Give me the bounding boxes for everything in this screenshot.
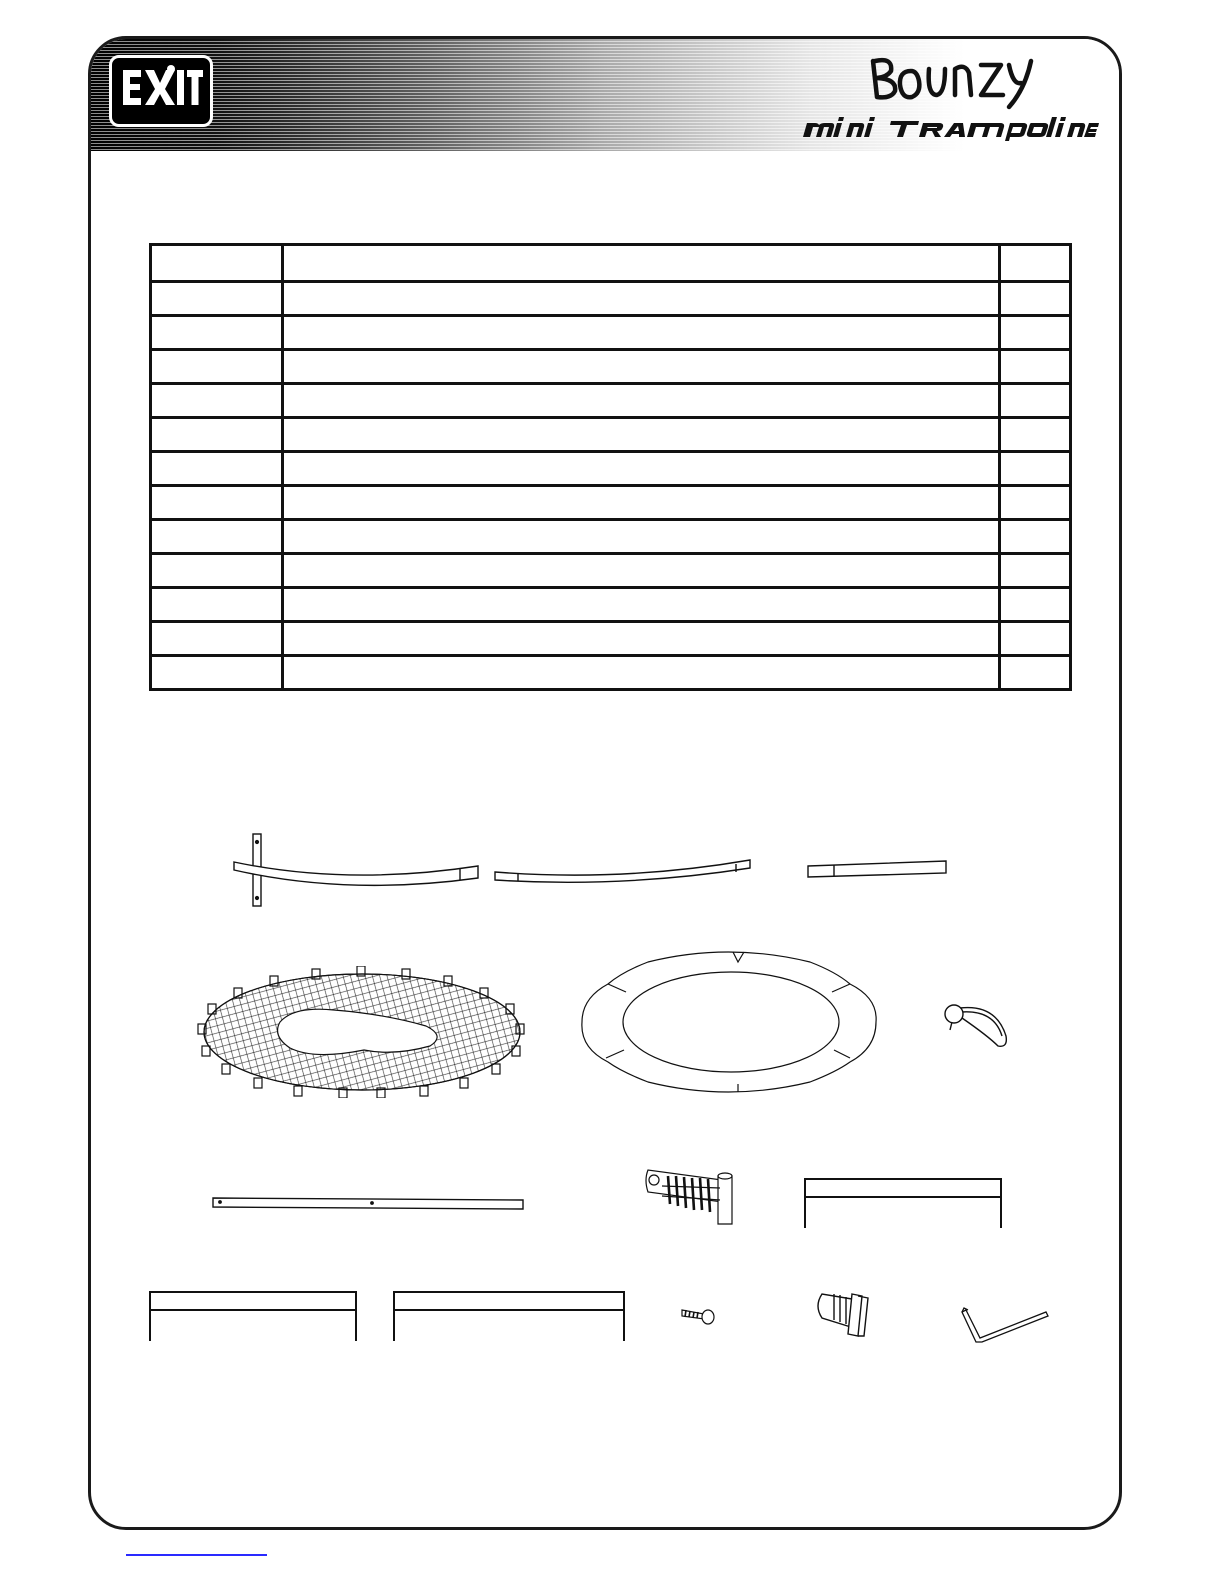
table-row: [151, 486, 1071, 520]
support-bar-icon: [210, 1192, 528, 1212]
table-row: [151, 554, 1071, 588]
part-label-box: [393, 1291, 625, 1341]
product-subtitle: [801, 115, 1101, 146]
table-row: [151, 350, 1071, 384]
curved-frame-tube-icon: [492, 856, 754, 884]
short-tube-icon: [804, 856, 950, 882]
parts-table: [149, 243, 1072, 691]
safety-pad-icon: [578, 948, 880, 1098]
table-row: [151, 418, 1071, 452]
table-header-row: [151, 245, 1071, 282]
jumping-mat-icon: [194, 966, 530, 1098]
table-row: [151, 520, 1071, 554]
end-cap-icon: [814, 1286, 870, 1340]
table-row: [151, 282, 1071, 316]
spring-hook-icon: [938, 1000, 1012, 1052]
handle-bracket-icon: [642, 1166, 738, 1228]
header-band: [91, 39, 1119, 151]
footer-link-underline[interactable]: [126, 1554, 267, 1556]
part-label-box: [149, 1291, 357, 1341]
table-row: [151, 656, 1071, 690]
table-row: [151, 316, 1071, 350]
table-row: [151, 384, 1071, 418]
table-row: [151, 452, 1071, 486]
leg-frame-tube-icon: [228, 832, 484, 908]
screw-icon: [680, 1304, 716, 1326]
part-label-box: [804, 1178, 1002, 1228]
table-row: [151, 588, 1071, 622]
exit-logo: [109, 55, 213, 127]
brand-wordmark: [867, 49, 1039, 116]
table-row: [151, 622, 1071, 656]
spring-tool-icon: [956, 1306, 1050, 1346]
